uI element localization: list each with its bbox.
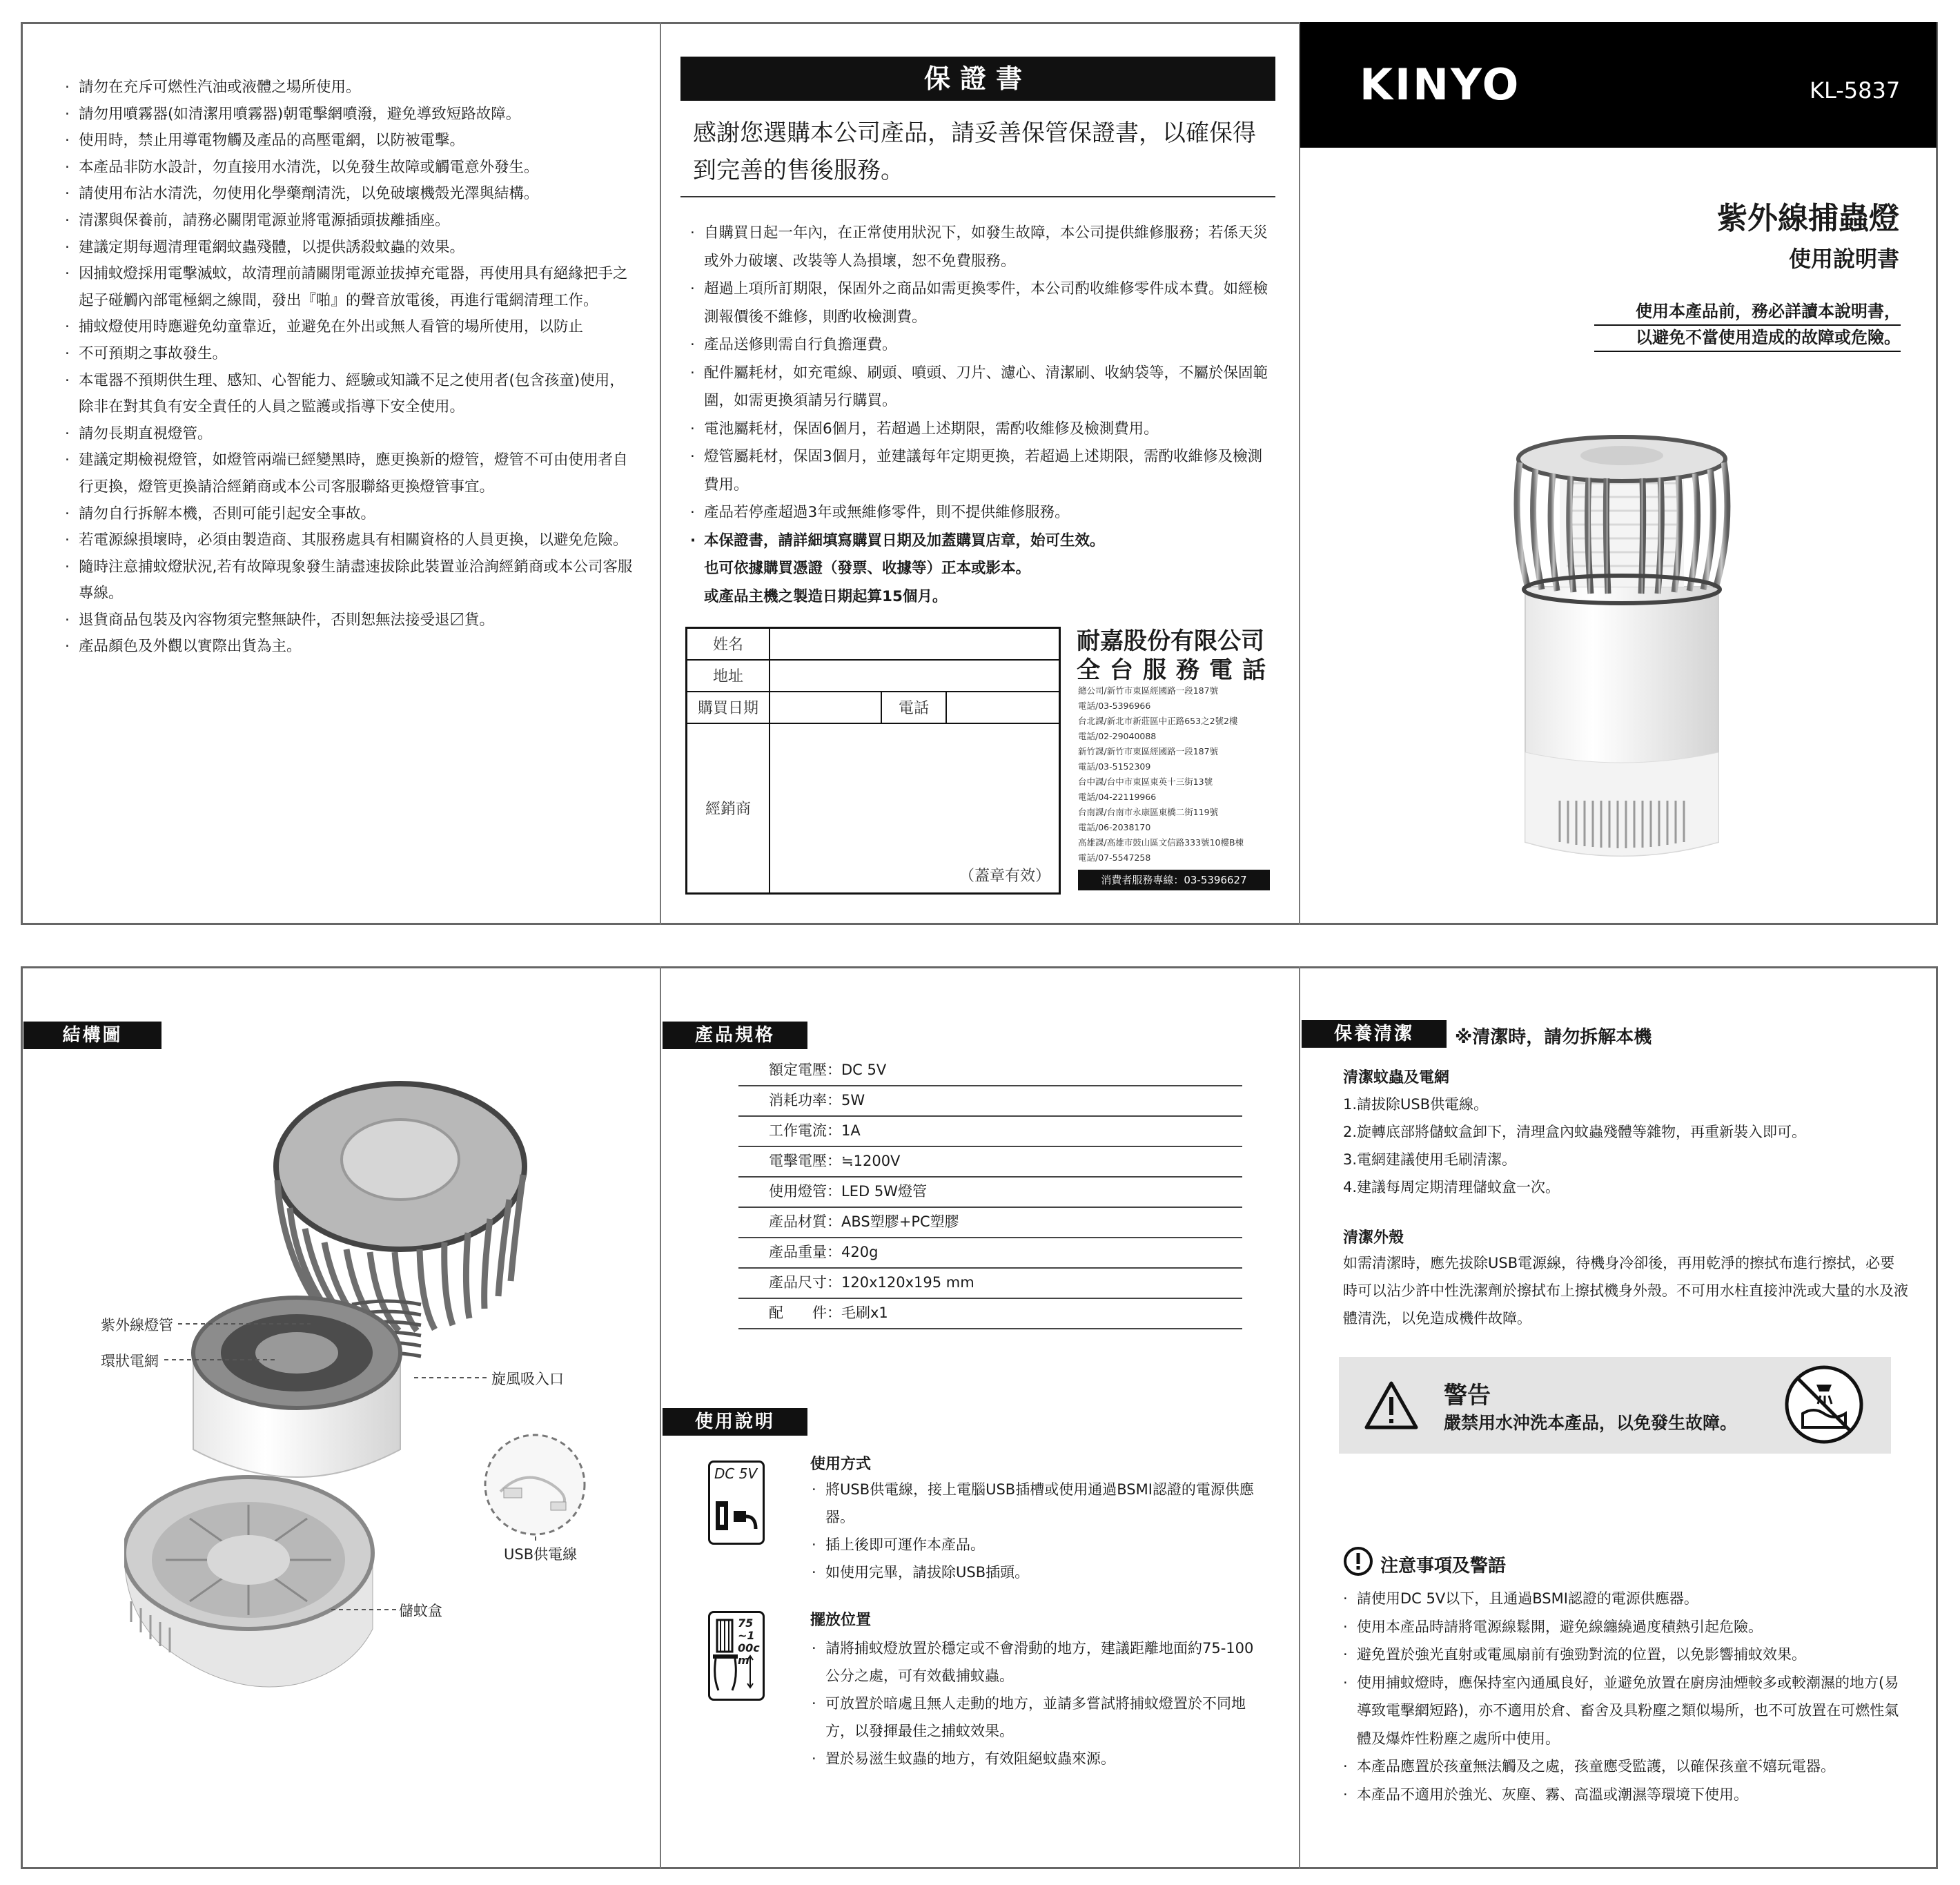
safety-item: · 本電器不預期供生理、感知、心智能力、經驗或知識不足之使用者(包含孩童)使用，除非在對其負有安全責任的人員之監護或指導下安全使用。 [65,368,638,421]
branch-line: 電話/04-22119966 [1078,792,1157,802]
spec-value: ≒1200V [841,1153,901,1169]
safety-item: · 請勿用噴霧器(如清潔用噴霧器)朝電擊網噴潑，避免導致短路故障。 [65,101,638,128]
branch-line: 台南課/台南市永康區東橋二街119號 [1078,807,1219,817]
safety-item: · 產品顏色及外觀以實際出貨為主。 [65,634,638,661]
safety-item: · 退貨商品包裝及內容物須完整無缺件，否則恕無法接受退〼貨。 [65,607,638,634]
spec-colon: ： [827,1244,841,1260]
spec-value: 420g [841,1244,879,1260]
care-heading: 保養清潔 [1302,1020,1447,1048]
spec-colon: ： [827,1092,841,1108]
spec-key: 產品材質 [769,1213,827,1230]
notes-list [1343,1585,1909,1808]
spec-value: 5W [841,1092,865,1108]
usage-method-title: 使用方式 [810,1456,872,1473]
spec-key: 配 件 [769,1305,827,1321]
form-stamp-note: （蓋章有效） [959,868,1050,885]
safety-item: · 請勿自行拆解本機，否則可能引起安全事故。 [65,501,638,528]
care-note: ※清潔時，請勿拆解本機 [1455,1027,1652,1048]
branch-line: 新竹課/新竹市東區經國路一段187號 [1078,746,1219,756]
warning-triangle-icon [1364,1380,1419,1430]
care-grid-step: 3.電網建議使用毛刷清潔。 [1343,1151,1517,1168]
label-uv-tube: 紫外線燈管 [101,1317,173,1334]
note-item: · 避免置於強光直射或電風扇前有強勁對流的位置，以免影響捕蚊效果。 [1343,1641,1909,1669]
safety-item: · 不可預期之事故發生。 [65,341,638,368]
branch-line: 總公司/新竹市東區經國路一段187號 [1078,685,1219,696]
warranty-term: · 超過上項所訂期限，保固外之商品如需更換零件，本公司酌收維修零件成本費。如經檢測報價後不維修，則酌收檢測費。 [690,275,1277,331]
spec-row [738,1056,1242,1086]
spec-value: DC 5V [841,1062,887,1078]
usage-method-list [812,1476,1267,1586]
warning-title: 警告 [1444,1382,1491,1409]
safety-item: · 清潔與保養前，請務必關閉電源並將電源插頭拔離插座。 [65,208,638,235]
safety-item: · 若電源線損壞時，必須由製造商、其服務處具有相關資格的人員更換，以避免危險。 [65,527,638,554]
spec-colon: ： [827,1153,841,1169]
care-grid-step: 4.建議每周定期清理儲蚊盒一次。 [1343,1179,1560,1195]
spec-row [738,1178,1242,1208]
height-label: 75~100cm [738,1617,760,1667]
spec-colon: ： [827,1274,841,1291]
form-phone-label: 電話 [881,692,946,723]
spec-colon: ： [827,1183,841,1200]
form-dealer-label: 經銷商 [687,723,770,894]
safety-item: · 隨時注意捕蚊燈狀況,若有故障現象發生請盡速拔除此裝置並洽詢經銷商或本公司客服專線。 [65,554,638,607]
branch-line: 電話/06-2038170 [1078,822,1151,832]
warranty-term: · 燈管屬耗材，保固3個月，並建議每年定期更換，若超過上述期限，需酌收維修及檢測費用。 [690,443,1277,499]
spec-colon: ： [827,1213,841,1230]
warranty-title: 保證書 [680,57,1275,101]
cover-warning-line: 使用本產品前，務必詳讀本說明書， [1636,302,1901,321]
brand-logo: KINYO [1360,59,1521,110]
dc-label: DC 5V [714,1465,758,1482]
warranty-thanks: 感謝您選購本公司產品，請妥善保管保證書，以確保得到完善的售後服務。 [693,119,1256,184]
safety-item: · 請勿長期直視燈管。 [65,421,638,448]
care-grid-step: 1.請拔除USB供電線。 [1343,1096,1489,1113]
company-name: 耐嘉股份有限公司 [1077,627,1264,655]
note-item: · 本產品不適用於強光、灰塵、霧、高溫或潮濕等環境下使用。 [1343,1781,1909,1809]
spec-key: 工作電流 [769,1122,827,1139]
usage-place-title: 擺放位置 [810,1612,872,1629]
branch-line: 電話/03-5396966 [1078,701,1151,711]
spec-value: LED 5W燈管 [841,1183,927,1200]
spec-row [738,1117,1242,1147]
no-water-wash-icon [1783,1364,1865,1445]
service-title: 全台服務電話 [1077,656,1275,684]
branch-line: 電話/02-29040088 [1078,731,1157,741]
specs-heading: 產品規格 [663,1022,807,1049]
spec-value: ABS塑膠+PC塑膠 [841,1213,959,1230]
safety-item: · 捕蚊燈使用時應避免幼童靠近，並避免在外出或無人看管的場所使用，以防止 [65,314,638,341]
spec-colon: ： [827,1305,841,1321]
spec-row [738,1086,1242,1117]
spec-key: 額定電壓 [769,1062,827,1078]
usage-place-list [812,1634,1267,1772]
usage-method-item: · 插上後即可運作本產品。 [812,1531,1267,1559]
spec-row [738,1299,1242,1329]
safety-item: · 使用時，禁止用導電物觸及產品的高壓電網，以防被電擊。 [65,128,638,155]
manual-subtitle: 使用說明書 [1788,246,1899,272]
spec-row [738,1269,1242,1299]
structure-heading: 結構圖 [23,1022,161,1049]
branch-line: 台北課/新北市新莊區中正路653之2號2樓 [1078,716,1238,726]
spec-key: 使用燈管 [769,1183,827,1200]
safety-item: · 建議定期檢視燈管，如燈管兩端已經變黑時，應更換新的燈管，燈管不可由使用者自行更換，燈管更換請洽經銷商或本公司客服聯絡更換燈管事宜。 [65,447,638,500]
form-name-label: 姓名 [687,628,770,660]
form-date-label: 購買日期 [687,692,770,723]
branch-line: 電話/07-5547258 [1078,852,1151,863]
service-hotline: 消費者服務專線：03-5396627 [1078,870,1270,890]
spec-colon: ： [827,1062,841,1078]
caution-icon [1343,1546,1373,1576]
spec-key: 消耗功率 [769,1092,827,1108]
label-ring-grid: 環狀電網 [101,1353,159,1369]
spec-key: 電擊電壓 [769,1153,827,1169]
safety-item: · 請使用布沾水清洗，勿使用化學藥劑清洗，以免破壞機殼光澤與結構。 [65,181,638,208]
warning-text: 嚴禁用水沖洗本產品，以免發生故障。 [1444,1413,1738,1433]
usage-place-item: · 可放置於暗處且無人走動的地方，並請多嘗試將捕蚊燈置於不同地方，以發揮最佳之捕蚊效果。 [812,1690,1267,1745]
warranty-term: · 配件屬耗材，如充電線、刷頭、噴頭、刀片、濾心、清潔刷、收納袋等，不屬於保固範圍，如需更換須請另行購買。 [690,360,1277,416]
usage-method-item: · 將USB供電線，接上電腦USB插槽或使用通過BSMI認證的電源供應器。 [812,1476,1267,1531]
form-address-label: 地址 [687,660,770,692]
branch-line: 高雄課/高雄市鼓山區文信路333號10樓B棟 [1078,837,1244,848]
care-grid-step: 2.旋轉底部將儲蚊盒卸下，清理盒內蚊蟲殘體等雜物，再重新裝入即可。 [1343,1124,1807,1140]
placement-height-icon [708,1611,765,1701]
label-usb-cable: USB供電線 [504,1546,578,1563]
note-item: · 本產品應置於孩童無法觸及之處，孩童應受監護，以確保孩童不嬉玩電器。 [1343,1752,1909,1781]
safety-item: · 建議定期每週清理電網蚊蟲殘體，以提供誘殺蚊蟲的效果。 [65,235,638,262]
product-title: 紫外線捕蟲燈 [1717,201,1899,236]
spec-value: 120x120x195 mm [841,1274,974,1291]
branch-line: 台中課/台中市東區東英十三街13號 [1078,777,1213,787]
spec-row [738,1238,1242,1269]
warranty-validity: · 本保證書，請詳細填寫購買日期及加蓋購買店章，始可生效。 [690,527,1277,556]
warranty-term: · 自購買日起一年內，在正常使用狀況下，如發生故障，本公司提供維修服務；若係天災或外力破壞、改裝等人為損壞，恕不免費服務。 [690,219,1277,275]
notes-title: 注意事項及警語 [1380,1556,1507,1576]
care-shell-title: 清潔外殼 [1343,1229,1404,1247]
label-cyclone-inlet: 旋風吸入口 [491,1371,564,1387]
usage-method-item: · 如使用完畢，請拔除USB插頭。 [812,1559,1267,1586]
spec-table [738,1056,1242,1329]
warranty-validity-2-text: 也可依據購買憑證（發票、收據等）正本或影本。 [704,560,1031,577]
label-mosquito-tray: 儲蚊盒 [399,1603,442,1619]
usb-plug-icon [714,1497,758,1536]
spec-key: 產品尺寸 [769,1274,827,1291]
usage-place-item: · 請將捕蚊燈放置於穩定或不會滑動的地方，建議距離地面約75-100公分之處，可有效截捕蚊蟲。 [812,1634,1267,1690]
warranty-validity-3: 或產品主機之製造日期起算15個月。 [704,587,948,605]
warranty-term: · 電池屬耗材，保固6個月，若超過上述期限，需酌收維修及檢測費用。 [690,416,1277,444]
note-item: · 使用本產品時請將電源線鬆開，避免線纏繞過度積熱引起危險。 [1343,1613,1909,1641]
warranty-term: · 產品送修則需自行負擔運費。 [690,331,1277,360]
safety-item: · 請勿在充斥可燃性汽油或液體之場所使用。 [65,75,638,101]
care-grid-steps [1343,1091,1909,1201]
cover-warning-line: 以避免不當使用造成的故障或危險。 [1636,328,1901,347]
usage-heading: 使用說明 [663,1408,807,1436]
dc-power-icon [708,1461,765,1545]
care-shell-text: 如需清潔時，應先拔除USB電源線，待機身冷卻後，再用乾淨的擦拭布進行擦拭，必要時可以沾少許中性洗潔劑於擦拭布上擦拭機身外殼。不可用水柱直接沖洗或大量的水及液體清洗，以免造成機件故障。 [1343,1255,1908,1327]
spec-row [738,1147,1242,1178]
branch-line: 電話/03-5152309 [1078,761,1151,772]
warranty-term: · 產品若停產超過3年或無維修零件，則不提供維修服務。 [690,499,1277,527]
spec-value: 1A [841,1122,861,1139]
model-number: KL-5837 [1810,77,1901,104]
spec-value: 毛刷x1 [841,1305,888,1321]
care-grid-title: 清潔蚊蟲及電網 [1343,1069,1450,1086]
safety-item: · 本產品非防水設計，勿直接用水清洗，以免發生故障或觸電意外發生。 [65,155,638,182]
safety-item: · 因捕蚊燈採用電擊滅蚊，故清理前請關閉電源並拔掉充電器，再使用具有絕緣把手之起子碰觸內部電極網之線間，發出『啪』的聲音放電後，再進行電網清理工作。 [65,261,638,314]
usage-place-item: · 置於易滋生蚊蟲的地方，有效阻絕蚊蟲來源。 [812,1745,1267,1772]
spec-row [738,1208,1242,1238]
spec-key: 產品重量 [769,1244,827,1260]
spec-colon: ： [827,1122,841,1139]
note-item: · 使用捕蚊燈時，應保持室內通風良好，並避免放置在廚房油煙較多或較潮濕的地方(易導致電擊網短路)，亦不適用於倉、畜舍及具粉塵之類似場所，也不可放置在可燃性氣體及爆炸性粉塵之處所中使用。 [1343,1669,1909,1753]
note-item: · 請使用DC 5V以下，且通過BSMI認證的電源供應器。 [1343,1585,1909,1613]
